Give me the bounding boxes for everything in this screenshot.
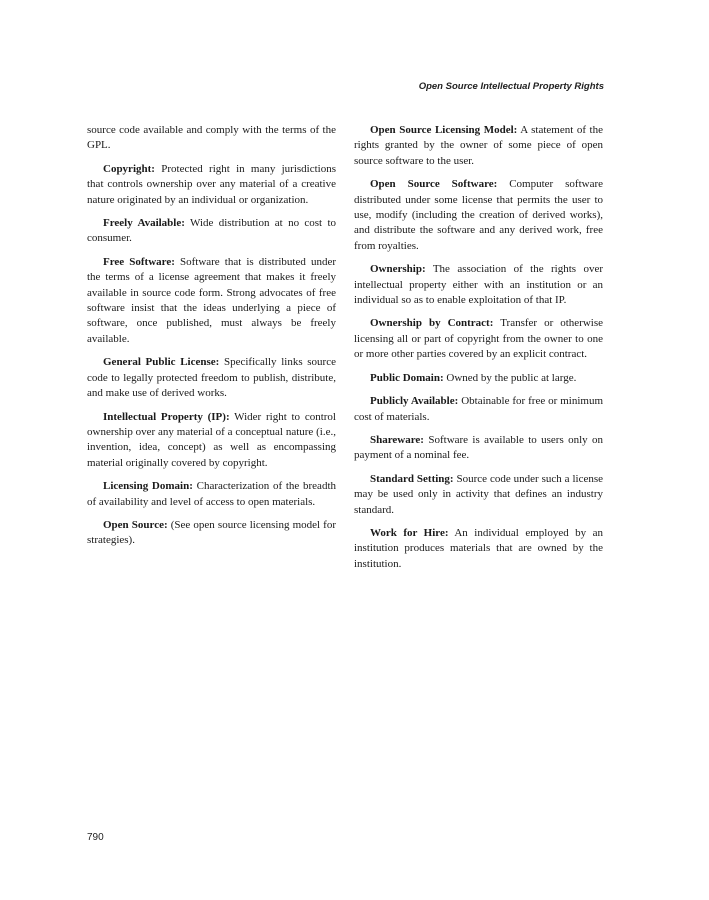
glossary-entry-standard-setting (354, 472, 603, 518)
glossary-term: Freely Available: (103, 217, 185, 230)
glossary-definition: A statement of the rights granted by the owner of some piece of open source software to the user. (354, 124, 603, 167)
glossary-definition: Wide distribution at no cost to consumer. (87, 217, 336, 245)
glossary-term: Ownership by Contract: (370, 317, 494, 330)
glossary-definition: Protected right in many jurisdictions that controls ownership over any material of a creative nature originated by an individual or organization. (87, 162, 337, 206)
glossary-definition: Owned by the public at large. (446, 371, 577, 384)
glossary-term: Public Domain: (370, 371, 444, 384)
glossary-definition: Source code under such a license may be used only in activity that defines an industry standard. (354, 472, 603, 516)
glossary-term: Open Source Software: (370, 178, 498, 191)
glossary-term: Copyright: (103, 162, 155, 175)
glossary-term: Open Source: (103, 518, 168, 531)
glossary-definition: Software is available to users only on payment of a nominal fee. (354, 433, 604, 462)
glossary-term: Intellectual Property (IP): (103, 410, 230, 423)
glossary-entry-copyright (87, 162, 336, 208)
glossary-entry-work-for-hire (354, 526, 603, 572)
glossary-entry-publicly-available (354, 394, 603, 425)
glossary-entry-public-domain (354, 371, 603, 386)
glossary-definition: Wider right to control ownership over any material of a conceptual nature (i.e., invention, idea, concept) as well as encompassing material originally covered by copyright. (87, 410, 336, 469)
glossary-term: General Public License: (103, 356, 220, 369)
glossary-term: Standard Setting: (370, 472, 454, 485)
page-number: 790 (87, 832, 104, 843)
glossary-entry-open-source (87, 518, 336, 549)
glossary-term: Ownership: (370, 263, 426, 276)
glossary-definition: Characterization of the breadth of availability and level of access to open materials. (87, 480, 336, 508)
glossary-entry-ownership-by-contract (354, 316, 603, 362)
glossary-entry-free-software (87, 255, 336, 347)
glossary-term: Free Software: (103, 255, 175, 268)
right-column (354, 123, 603, 580)
glossary-definition: Transfer or otherwise licensing all or part of copyright from the owner to one or more other parties covered by an explicit contract. (354, 317, 603, 361)
glossary-term: Licensing Domain: (103, 480, 193, 493)
glossary-entry-open-source-software (354, 177, 603, 254)
glossary-term: Publicly Available: (370, 395, 459, 408)
glossary-entry-shareware (354, 433, 603, 464)
glossary-definition: An individual employed by an institution produces materials that are owned by the institution. (354, 526, 603, 570)
glossary-entry-freely-available (87, 216, 336, 247)
glossary-entry-ownership (354, 262, 603, 308)
glossary-entry-licensing-domain (87, 479, 336, 510)
glossary-definition: Obtainable for free or minimum cost of materials. (354, 395, 604, 423)
glossary-definition: (See open source licensing model for strategies). (87, 518, 337, 547)
glossary-term: Open Source Licensing Model: (370, 124, 518, 136)
glossary-definition: Software that is distributed under the terms of a license agreement that makes it freely available in source code form. Strong advocates of free software insist that the ideas underlying a piece of software, once published, must always be freely available. (87, 255, 336, 345)
glossary-definition: The association of the rights over intellectual property either with an institution or an individual so as to enable exploitation of that IP. (354, 263, 603, 307)
glossary-term: Shareware: (370, 433, 424, 446)
glossary-definition: Specifically links source code to legally protected freedom to publish, distribute, and make use of derived works. (87, 356, 336, 400)
continuation-paragraph: source code available and comply with the terms of the GPL. (87, 124, 336, 152)
glossary-entry-intellectual-property (87, 410, 336, 472)
left-column (87, 123, 336, 557)
running-header-title: Open Source Intellectual Property Rights (418, 81, 604, 92)
glossary-term: Work for Hire: (370, 526, 449, 539)
glossary-entry-open-source-licensing-model (354, 123, 603, 169)
glossary-definition: Computer software distributed under some license that permits the user to use, modify (including the creation of derived works), and distribute the software and any derived work, free from royalties. (354, 178, 603, 252)
glossary-entry-general-public-license (87, 355, 336, 401)
